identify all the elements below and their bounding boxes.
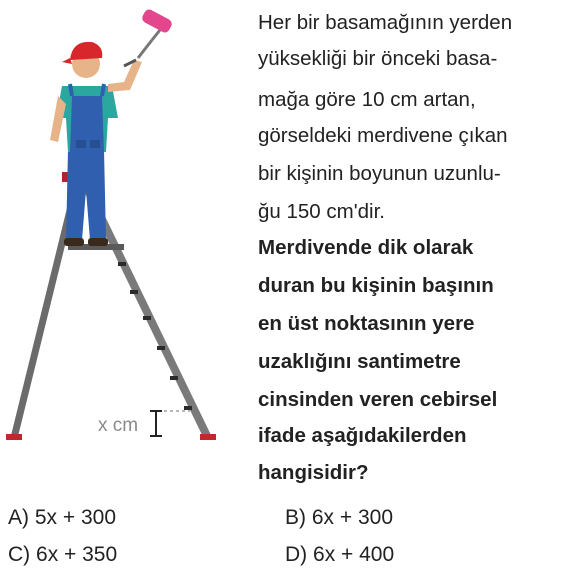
option-c-text: 6x + 350 <box>36 543 118 566</box>
option-a-letter: A) <box>8 506 29 529</box>
stem-line-2: yüksekliği bir önceki basa- <box>258 47 498 70</box>
prompt-line-3: en üst noktasının yere <box>258 312 475 335</box>
option-b-letter: B) <box>285 506 306 529</box>
option-c[interactable] <box>8 543 117 567</box>
stem-line-4: görseldeki merdivene çıkan <box>258 124 508 147</box>
option-b[interactable] <box>285 506 393 530</box>
prompt-line-4: uzaklığını santimetre <box>258 350 461 373</box>
stem-line-1: Her bir basamağının yerden <box>258 11 513 34</box>
option-b-text: 6x + 300 <box>311 506 393 529</box>
ladder-foot-right <box>200 434 216 440</box>
step-height-marker <box>98 411 190 436</box>
option-a[interactable] <box>8 506 116 530</box>
stem-line-5: bir kişinin boyunun uzunlu- <box>258 162 501 185</box>
prompt-line-7: hangisidir? <box>258 461 369 484</box>
stem-line-3: mağa göre 10 cm artan, <box>258 88 476 111</box>
option-d-text: 6x + 400 <box>313 543 395 566</box>
stem-line-6: ğu 150 cm'dir. <box>258 200 385 223</box>
option-c-letter: C) <box>8 543 31 566</box>
ladder-painter-illustration <box>0 0 250 450</box>
option-a-text: 5x + 300 <box>34 506 116 529</box>
step-height-label: x cm <box>98 415 139 436</box>
option-d[interactable] <box>285 543 394 567</box>
prompt-line-6: ifade aşağıdakilerden <box>258 424 467 447</box>
option-d-letter: D) <box>285 543 308 566</box>
painter-person <box>50 8 174 246</box>
prompt-line-5: cinsinden veren cebirsel <box>258 388 498 411</box>
ladder-foot-left <box>6 434 22 440</box>
prompt-line-1: Merdivende dik olarak <box>258 236 474 259</box>
prompt-line-2: duran bu kişinin başının <box>258 274 494 297</box>
